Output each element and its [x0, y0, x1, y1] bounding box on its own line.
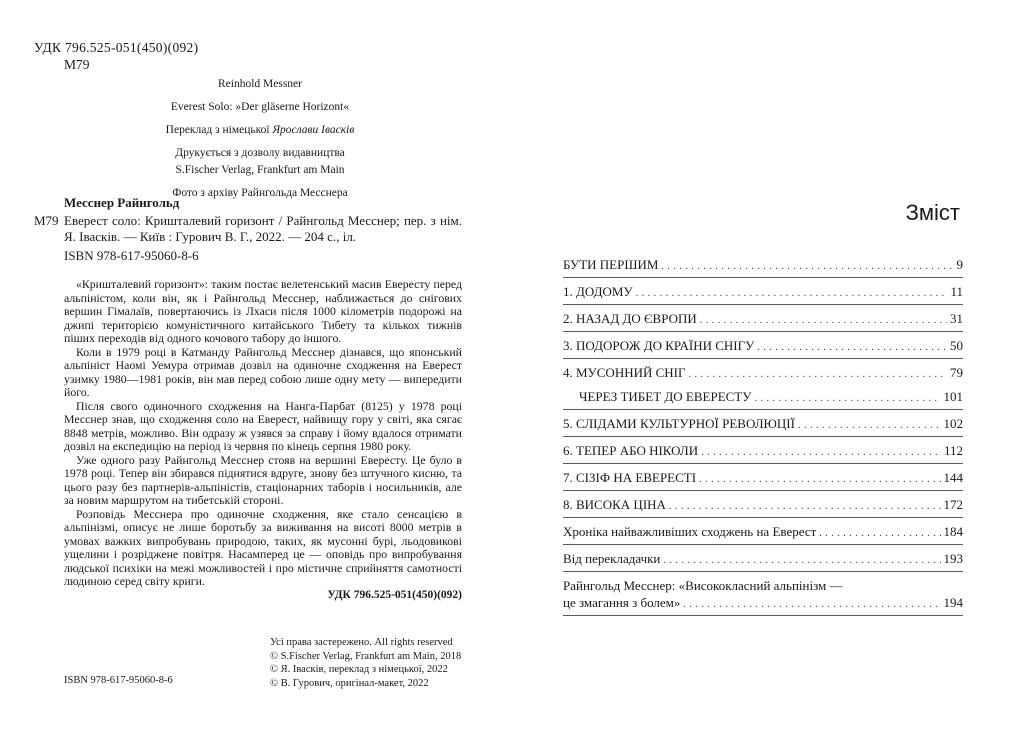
udk-code-bottom: УДК 796.525-051(450)(092)	[327, 589, 462, 601]
toc-title: Від перекладачки	[563, 551, 661, 566]
copyright-line: © Я. Іваскiв, переклад з німецької, 2022	[270, 664, 448, 675]
toc-page: 31	[950, 311, 963, 326]
toc-leader	[699, 469, 940, 488]
toc-entry[interactable]	[563, 364, 963, 383]
toc-leader	[700, 310, 947, 329]
toc-entry[interactable]	[563, 310, 963, 332]
toc-entry[interactable]	[563, 496, 963, 518]
translator-name: Ярослави Іваскiв	[272, 124, 355, 136]
toc-title: 8. ВИСОКА ЦІНА	[563, 497, 666, 512]
toc-title: 5. СЛІДАМИ КУЛЬТУРНОЇ РЕВОЛЮЦІЇ	[563, 416, 795, 431]
annotation-paragraph: Коли в 1979 році в Катманду Райнгольд Месснер дізнався, що японський альпініст Наомі Уемура отримав дозвіл на одиночне сходження на Еверест узимку 1980—1981 років, він мав перед собою лише одну мету — випередити його.	[64, 344, 462, 399]
permission-line-1: Друкується з дозволу видавництва	[175, 147, 345, 159]
toc-leader	[689, 364, 947, 383]
translation-credit	[130, 122, 390, 139]
permission-line-2: S.Fischer Verlag, Frankfurt am Main	[175, 164, 345, 176]
rights-reserved: Усі права застережено. All rights reserved	[270, 637, 453, 648]
toc-leader	[798, 415, 941, 434]
toc-entry[interactable]	[563, 577, 963, 616]
annotation-paragraph: Після свого одиночного сходження на Нанга-Парбат (8125) у 1978 році Месснер знав, що сходження соло на Еверест, найвищу гору у світі, яка сягає 8848 метрів, можливо. Він одразу ж узявся за справу і йому вдалося отримати дозвіл на експедицію на період із червня по кінець серпня 1980 року.	[64, 398, 462, 453]
bibliographic-record	[34, 213, 462, 264]
table-of-contents	[563, 256, 963, 621]
copyright-line: © В. Гурович, оригінал-макет, 2022	[270, 677, 429, 689]
translation-prefix: Переклад з німецької	[165, 124, 270, 136]
toc-title: 7. СІЗІФ НА ЕВЕРЕСТІ	[563, 470, 697, 485]
toc-page: 144	[943, 470, 963, 485]
bib-isbn: ISBN 978-617-95060-8-6	[64, 248, 199, 263]
copyright-line: © S.Fischer Verlag, Frankfurt am Main, 2018	[270, 650, 462, 662]
bib-description: Еверест соло: Кришталевий горизонт / Райнгольд Месснер; пер. з нім. Я. Іваскiв. — Київ : Гурович В. Г., 2022. — 204 с., іл.	[64, 213, 462, 244]
toc-page: 101	[943, 389, 963, 404]
toc-page: 172	[943, 497, 963, 512]
annotation-paragraph: «Кришталевий горизонт»: таким постає велетенський масив Евересту перед альпіністом, коли він, як і Райнгольд Месснер, наближається до снігових вершин Гімалаїв, повертаючись із Лхаси після 1000 кілометрів подорожі на джипі територією комуністичного китайського Тибету та кількох тижнів піших переходів від одного кочового табору до іншого.	[64, 277, 462, 345]
toc-page: 193	[943, 551, 963, 566]
author-mark-top: М79	[64, 57, 90, 72]
toc-leader	[636, 283, 948, 302]
copyright-block	[270, 636, 461, 690]
toc-title: Хроніка найважливіших сходжень на Еверест	[563, 524, 817, 539]
toc-leader	[757, 337, 947, 356]
toc-page: 102	[943, 416, 963, 431]
toc-title: 3. ПОДОРОЖ ДО КРАЇНИ СНІГУ	[563, 338, 755, 353]
toc-title-line-1: Райнгольд Месснер: «Висококласний альпінізм —	[563, 578, 843, 593]
toc-page: 184	[943, 524, 963, 539]
catalog-author: Месснер Райнгольд	[64, 195, 180, 210]
bib-author-mark: М79	[34, 213, 59, 228]
toc-leader	[701, 442, 941, 461]
toc-page: 112	[943, 443, 963, 458]
toc-leader	[661, 256, 953, 275]
annotation-paragraph: Розповідь Месснера про одиночне сходження, яке стало сенсацією в альпінізмі, описує не лише боротьбу за виживання на висоті 8000 метрів в умовах важких випробувань природою, таких, як мусонні бурі, льодовикові ущелини і розріджене повітря. Насамперед це — оповідь про випробування людської психіки на межі можливостей і про містичне сприйняття самотності людиною серед світу криги.	[64, 506, 462, 588]
udk-code-top: УДК 796.525-051(450)(092)	[34, 40, 199, 55]
isbn-bottom: ISBN 978-617-95060-8-6	[64, 675, 173, 686]
toc-entry[interactable]	[563, 469, 963, 491]
toc-page: 194	[943, 595, 963, 610]
toc-entry[interactable]	[563, 523, 963, 545]
toc-page: 11	[950, 284, 963, 299]
toc-entry[interactable]	[563, 442, 963, 464]
toc-title: 1. ДОДОМУ	[563, 284, 633, 299]
toc-entry[interactable]	[563, 283, 963, 305]
toc-title: ЧЕРЕЗ ТИБЕТ ДО ЕВЕРЕСТУ	[579, 389, 752, 404]
toc-title: це змагання з болем»	[563, 595, 681, 610]
toc-entry[interactable]	[563, 415, 963, 437]
toc-leader	[663, 550, 940, 569]
toc-leader	[669, 496, 941, 515]
toc-page: 79	[950, 365, 963, 380]
annotation-paragraph: Уже одного разу Райнгольд Месснер стояв на вершині Евересту. Це було в 1978 році. Тепер він збирався піднятися вдруге, знову без штучного кисню, та цього разу без партнерів-альпіністів, стаціонарних таборів і носильників, але за новим маршрутом на тибетській стороні.	[64, 452, 462, 507]
toc-title: 6. ТЕПЕР АБО НІКОЛИ	[563, 443, 699, 458]
toc-entry[interactable]	[563, 256, 963, 278]
toc-leader	[683, 594, 940, 613]
toc-leader	[754, 388, 940, 407]
contents-title: Зміст	[905, 200, 960, 225]
toc-entry[interactable]	[563, 550, 963, 572]
toc-page: 50	[950, 338, 963, 353]
photo-credit: Фото з архіву Райнгольда Месснера	[172, 187, 348, 199]
credits-block	[130, 76, 390, 202]
toc-title: 4. МУСОННИЙ СНІГ	[563, 365, 686, 380]
toc-page: 9	[956, 257, 963, 272]
toc-title: 2. НАЗАД ДО ЄВРОПИ	[563, 311, 697, 326]
toc-title: БУТИ ПЕРШИМ	[563, 257, 659, 272]
annotation	[64, 278, 462, 589]
toc-entry[interactable]	[563, 388, 963, 410]
toc-leader	[819, 523, 940, 542]
original-author: Reinhold Messner	[217, 78, 302, 90]
original-title: Everest Solo: »Der gläserne Horizont«	[170, 101, 350, 113]
toc-entry[interactable]	[563, 337, 963, 359]
